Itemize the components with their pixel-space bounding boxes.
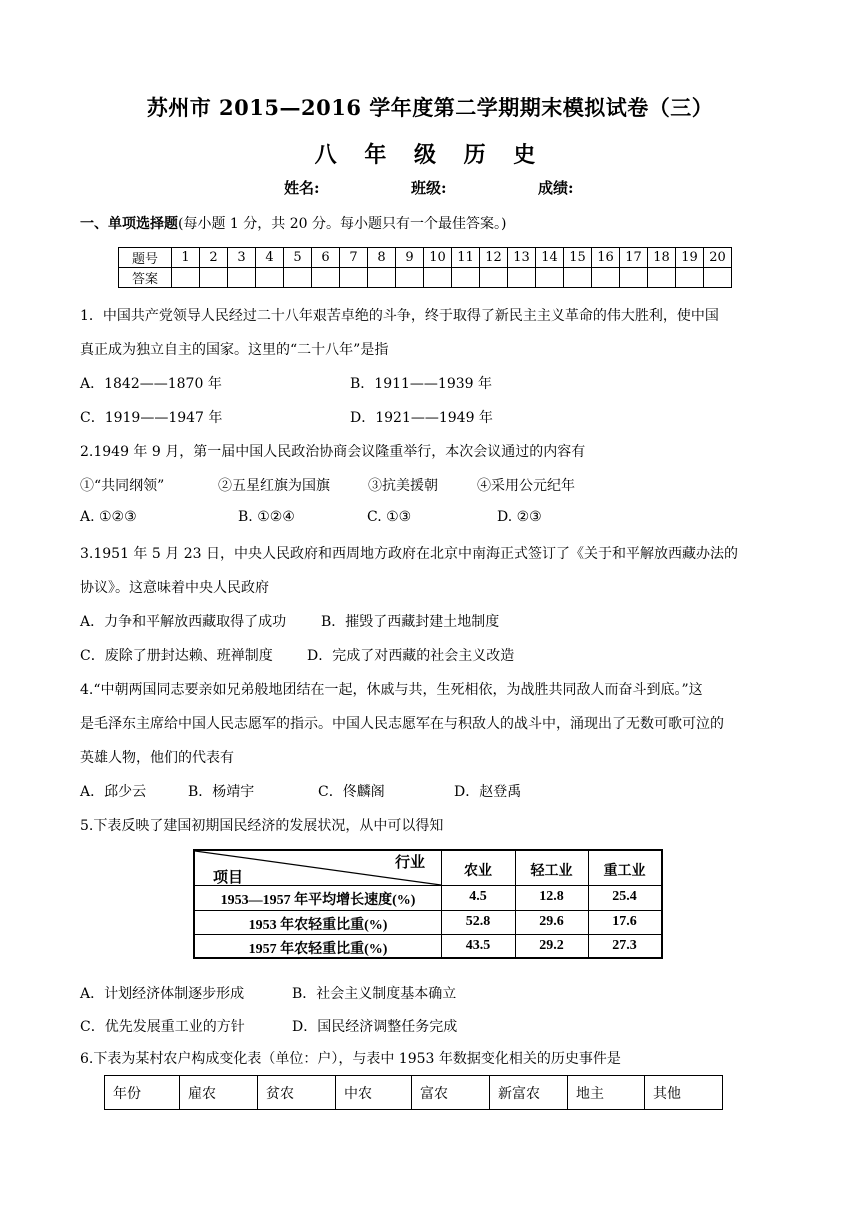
question-number: 3 [228,248,256,268]
q1-stem-line1: 1．中国共产党领导人民经过二十八年艰苦卓绝的斗争，终于取得了新民主主义革命的伟大胜利，使中国 [80,308,719,324]
score-label: 成绩: [538,179,574,197]
answer-grid-number-row [119,248,732,268]
column-header: 轻工业 [530,864,573,879]
column-header: 年份 [105,1076,180,1110]
answer-cell[interactable] [172,268,200,288]
q1-stem-line2: 真正成为独立自主的国家。这里的“二十八年”是指 [80,342,389,358]
q4-stem-line3: 英雄人物，他们的代表有 [80,750,234,766]
q5-stem: 5.下表反映了建国初期国民经济的发展状况，从中可以得知 [80,818,444,834]
q2-option-c: C. ①③ [367,509,412,525]
exam-subtitle: 八 年 级 历 史 [314,142,546,168]
q2-option-d: D. ②③ [497,509,542,525]
column-header: 雇农 [180,1076,258,1110]
table-cell: 12.8 [539,889,564,904]
question-number: 9 [396,248,424,268]
section-title: 一、单项选择题 [80,216,178,232]
table-cell: 27.3 [612,938,637,953]
question-number: 4 [256,248,284,268]
name-label: 姓名: [284,179,320,197]
column-header: 中农 [336,1076,412,1110]
q1-option-d: D．1921——1949 年 [350,410,493,426]
answer-cell[interactable] [396,268,424,288]
column-header: 其他 [645,1076,723,1110]
q1-option-c: C．1919——1947 年 [80,410,223,426]
exam-title: 苏州市 2015—2016 学年度第二学期期末模拟试卷（三） [146,95,714,120]
answer-cell[interactable] [620,268,648,288]
row-label: 1953 年农轻重比重(%) [248,918,388,933]
q4-stem-line1: 4.“中朝两国同志要亲如兄弟般地团结在一起，休戚与共，生死相依，为战胜共同敌人而奋斗到底。”这 [80,682,703,698]
q1-option-b: B．1911——1939 年 [350,376,492,392]
question-number: 12 [480,248,508,268]
answer-cell[interactable] [340,268,368,288]
q4-option-c: C．佟麟阁 [318,784,385,800]
answer-cell[interactable] [452,268,480,288]
q5-option-a: A．计划经济体制逐步形成 [80,986,245,1002]
question-number: 11 [452,248,480,268]
answer-cell[interactable] [424,268,452,288]
answer-cell[interactable] [564,268,592,288]
question-number: 17 [620,248,648,268]
section-heading [80,213,506,233]
answer-cell[interactable] [676,268,704,288]
question-number: 2 [200,248,228,268]
answer-cell[interactable] [704,268,732,288]
section-note: (每小题 1 分，共 20 分。每小题只有一个最佳答案。) [178,216,507,232]
column-header: 农业 [464,864,492,879]
column-header: 富农 [412,1076,490,1110]
q2-stem: 2.1949 年 9 月，第一届中国人民政治协商会议隆重举行，本次会议通过的内容有 [80,444,586,460]
header-corner-top: 行业 [395,855,426,871]
q5-option-c: C．优先发展重工业的方针 [80,1019,245,1035]
q4-stem-line2: 是毛泽东主席给中国人民志愿军的指示。中国人民志愿军在与积敌人的战斗中，涌现出了无数可歌可泣的 [80,716,724,732]
question-number: 10 [424,248,452,268]
question-number: 19 [676,248,704,268]
table-cell: 25.4 [612,889,637,904]
answer-cell[interactable] [536,268,564,288]
q2-option-b: B. ①②④ [238,509,295,525]
farm-household-table [104,1075,723,1110]
header-corner-bottom: 项目 [213,870,244,886]
q3-option-d: D．完成了对西藏的社会主义改造 [307,648,515,664]
question-number: 20 [704,248,732,268]
q2-option-a: A. ①②③ [80,509,137,525]
question-number: 13 [508,248,536,268]
question-number: 15 [564,248,592,268]
answer-cell[interactable] [312,268,340,288]
row-divider [195,934,661,935]
q3-option-b: B．摧毁了西藏封建土地制度 [321,614,500,630]
table-header-row [105,1076,723,1110]
question-number: 18 [648,248,676,268]
answer-cell[interactable] [480,268,508,288]
answer-cell[interactable] [200,268,228,288]
q5-option-d: D．国民经济调整任务完成 [292,1019,458,1035]
answer-cell[interactable] [648,268,676,288]
q2-item-4: ④采用公元纪年 [477,478,575,494]
answer-cell[interactable] [256,268,284,288]
q3-stem-line1: 3.1951 年 5 月 23 日，中央人民政府和西周地方政府在北京中南海正式签订了《关于和平解放西藏办法的 [80,546,738,562]
question-number: 7 [340,248,368,268]
economy-table [193,849,663,959]
answer-grid-number-label: 题号 [119,248,172,268]
q3-option-a: A．力争和平解放西藏取得了成功 [80,614,287,630]
table-cell: 43.5 [465,938,491,953]
answer-grid [118,247,732,288]
table-cell: 29.6 [539,914,564,929]
column-header: 地主 [568,1076,645,1110]
table-cell: 4.5 [469,889,487,904]
q2-item-3: ③抗美援朝 [368,478,438,494]
q2-item-1: ①“共同纲领” [80,478,165,494]
question-number: 1 [172,248,200,268]
answer-cell[interactable] [508,268,536,288]
q4-option-a: A．邱少云 [80,784,147,800]
row-label: 1953—1957 年平均增长速度(%) [220,893,416,908]
row-divider [195,910,661,911]
class-label: 班级: [411,179,447,197]
question-number: 8 [368,248,396,268]
answer-grid-answer-label: 答案 [119,268,172,288]
table-cell: 29.2 [539,938,564,953]
table-cell: 52.8 [465,914,491,929]
table-cell: 17.6 [612,914,637,929]
question-number: 6 [312,248,340,268]
question-number: 16 [592,248,620,268]
answer-cell[interactable] [284,268,312,288]
column-header: 新富农 [490,1076,568,1110]
column-header: 贫农 [258,1076,336,1110]
question-number: 5 [284,248,312,268]
q4-option-d: D．赵登禹 [454,784,522,800]
q1-option-a: A．1842——1870 年 [80,376,222,392]
q6-stem: 6.下表为某村农户构成变化表（单位：户），与表中 1953 年数据变化相关的历史事件是 [80,1051,621,1067]
answer-cell[interactable] [592,268,620,288]
answer-grid-answer-row [119,268,732,288]
q3-option-c: C．废除了册封达赖、班禅制度 [80,648,273,664]
q4-option-b: B．杨靖宇 [188,784,255,800]
q2-item-2: ②五星红旗为国旗 [218,478,330,494]
row-label: 1957 年农轻重比重(%) [248,942,388,957]
q5-option-b: B．社会主义制度基本确立 [292,986,457,1002]
q3-stem-line2: 协议》。这意味着中央人民政府 [80,580,269,596]
answer-cell[interactable] [368,268,396,288]
column-header: 重工业 [603,864,646,879]
question-number: 14 [536,248,564,268]
answer-cell[interactable] [228,268,256,288]
